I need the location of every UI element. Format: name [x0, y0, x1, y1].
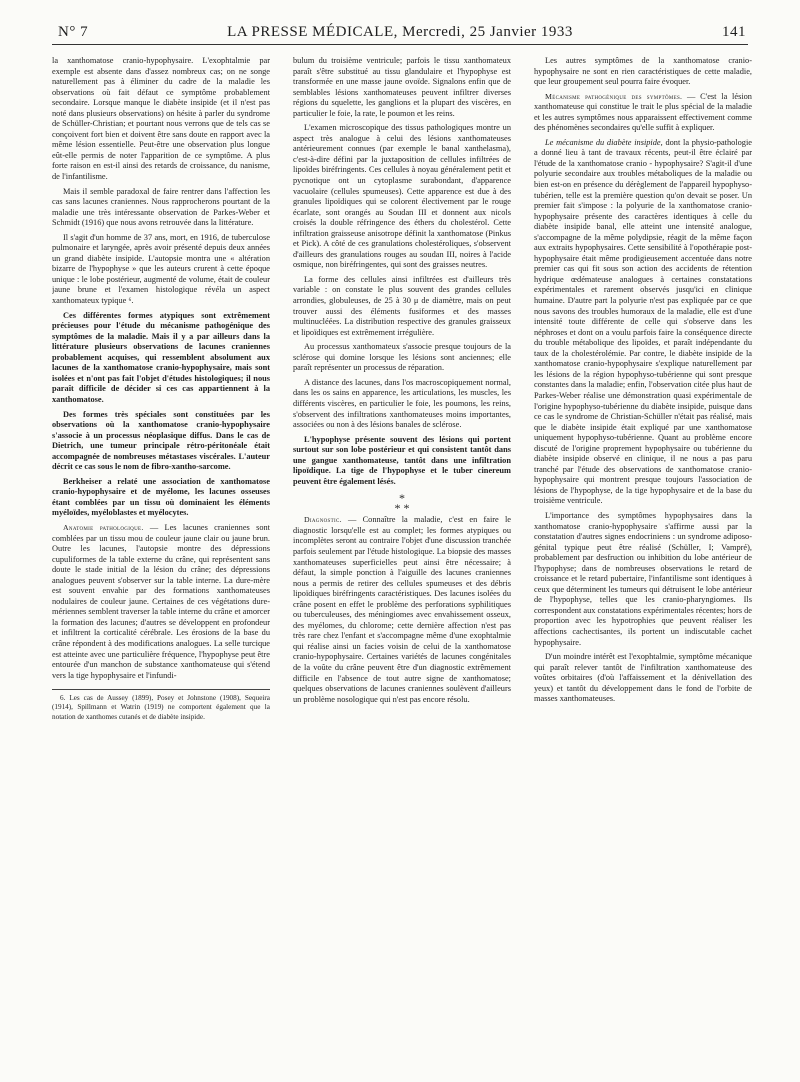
footnote [52, 689, 270, 722]
paragraph: A distance des lacunes, dans l'os macroscopiquement normal, dans les os sains en apparence, les articulations, les muscles, les différents viscères, en particulier le foie, les poumons, les reins, s'observent des infiltrations xanthomateuses moins importantes, associées ou non à des lésions banales de sclérose. [293, 377, 511, 430]
section-heading: Mécanisme pathogénique des symptômes. [545, 91, 683, 101]
section-text: — Connaître la maladie, c'est en faire le diagnostic lorsqu'elle est au complet; les formes atypiques ou incomplètes seront au contraire l'objet d'une discussion tranchée parfois seulement par l'étude histologique. La biopsie des masses xanthomateuses superficielles peut ainsi être nécessaire; à défaut, la simple ponction à l'aiguille des lacunes craniennes nous a permis de retirer des cellules spumeuses et des débris lipoïdiques biréfringents caractéristiques. Des lacunes isolées du crâne posent en effet le problème des perforations syphilitiques ou tuberculeuses, des méningiomes avec envahissement osseux, des myélomes, du chlorome; cette dernière affection n'est pas très rare chez l'enfant et s'accompagne même d'une exophtalmie qui réalise ainsi un facies voisin de celui de la xanthomatose cranio-hypophysaire. Certaines variétés de lacunes congénitales de la voûte du crâne peuvent être d'un diagnostic extrêmement difficile en l'absence de tout autre signe de xanthomatose; quelques observations de lacunes craniennes soulèvent d'ailleurs un problème nosologique qui n'est pas encore résolu. [293, 515, 511, 704]
paragraph: Les autres symptômes de la xanthomatose cranio-hypophysaire ne sont en rien caractéristiques de cette maladie, que leur groupement seul pourra faire évoquer. [534, 56, 752, 87]
paragraph: Des formes très spéciales sont constituées par les observations où la xanthomatose cranio-hypophysaire s'associe à un processus néoplasique diffus. Dans le cas de Dietrich, une tumeur principale rétro-péritonéale était accompagnée de nombreuses métastases viscérales. L'auteur décrit ce cas sous le nom de fibro-xantho-sarcome. [52, 409, 270, 472]
paragraph: Mais il semble paradoxal de faire rentrer dans l'affection les cas sans lacunes craniennes. Nous rapprocherons pourtant de la maladie une très intéressante observation de Parkes-Weber et Schmidt (1916) que nous avons retrouvée dans la littérature. [52, 186, 270, 228]
paragraph: La forme des cellules ainsi infiltrées est d'ailleurs très variable : on constate le plus souvent des grandes cellules arrondies, globuleuses, de 25 à 30 μ de diamètre, mais on peut trouver aussi des éléments fusiformes et des masses multinucléées. La distribution respective des granules graisseux et lipoïdiques est extrêmement irrégulière. [293, 274, 511, 337]
paragraph: bulum du troisième ventricule; parfois le tissu xanthomateux paraît s'être substitué au tissu glandulaire et l'hypophyse est transformée en une masse jaune ovoïde. Signalons enfin que de semblables lésions xanthomateuses peuvent infiltrer diverses régions du squelette, les ganglions et la plupart des viscères, en particulier le foie, la rate, le poumon et les reins. [293, 56, 511, 118]
paragraph: L'importance des symptômes hypophysaires dans la xanthomatose cranio-hypophysaire s'affirme aussi par la constatation d'autres signes endocriniens : un syndrome adiposo-génital typique peut être réalisé (Schüller, I; Vampré), probablement par desfruction ou inhibition du lobe antérieur de l'hypophyse; dans de nombreuses observations le retard de croissance et le retard pubertaire, l'infantilisme sont identiques à ceux que déterminent les tumeurs qui détruisent le lobe antérieur de l'hypophyse, telles que les cranio-pharyngiomes. Ils correspondent aux constatations expérimentales récentes; hors de proportion avec les hypotrophies que peuvent réaliser les affections cachectisantes, ils portent un indiscutable cachet hypophysaire. [534, 510, 752, 647]
section-anatomie [52, 523, 270, 681]
section-separator [293, 491, 511, 516]
article-columns [52, 56, 752, 1066]
column-2 [293, 56, 511, 1066]
page-header [52, 22, 748, 45]
column-3 [534, 56, 752, 1066]
lead-phrase: Le mécanisme du diabète insipide, [545, 137, 663, 147]
section-text: — C'est la lésion xanthomateuse qui constitue le trait le plus spécial de la maladie et les autres symptômes nous apparaissent effectivement comme des phénomènes secondaires qu'elle suffit à expliquer. [534, 91, 752, 133]
paragraph [534, 138, 752, 507]
paragraph-text: dont la physio-pathologie a donné lieu à tant de travaux récents, peut-il être éclairé par l'étude de la xanthomatose cranio - hypophysaire? S'agit-il d'une polyurie secondaire aux troubles métaboliques de la maladie ou bien est-on en présence du dérèglement de l'appareil hypophyso-tubérien, telle est la première question qu'on devait se poser. Un premier fait s'impose : la polyurie de la xanthomatose cranio-hypophysaire présente des caractères identiques à celle du diabète insipide banal, elle atteint une intensité analogue, s'accompagne de la même polydipsie, réagit de la même façon aux extraits hypophysaires. Cette sensibilité à l'opothérapie post-hypophysaire était même prodigieusement accentuée dans notre premier cas qui fit sous son action des accidents de rétention hydrique œdémateuse analogues à certaines constatations expérimentales et rarement observés jusqu'ici en clinique humaine. D'autre part la polyurie n'est pas expliquée par ce que nous savons des troubles humoraux de la maladie, elle est d'une intensité toute différente de celle qui s'observe dans les néphroses et dont on a voulu parfois faire la conséquence directe du trouble métabolique des lipoïdes, et paraît indépendante du taux de la cholestérolémie. Par contre, le diabète insipide de la xanthomatose cranio-hypophysaire s'explique naturellement par les lésions de la région hypophyso-tubérienne qui sont presque constantes dans la maladie; enfin, l'observation citée plus haut de Parkes-Weber réalise une démonstration quasi expérimentale de l'origine hypophyso-tubérienne du diabète insipide, puisque dans ce cas le syndrome de Christian-Schüller n'était pas réalisé, mais que le diabète insipide était expliqué par une xanthomatose uniquement hypophyso-tubérienne. Quant au problème encore discuté de l'origine proprement hypophysaire ou tubérienne du diabète insipide observé en clinique, il ne nous a pas paru tranché par l'étude des observations de xanthomatose cranio-hypophysaire qui montrent presque toujours l'association de lésions de l'hypophyse, de la tige hypophysaire et de la base du troisième ventricule. [534, 137, 752, 506]
section-diagnostic [293, 515, 511, 705]
paragraph: L'examen microscopique des tissus pathologiques montre un aspect très analogue à celui des lésions xanthomateuses antérieurement connues (par exemple le banal xanthelasma), c'est-à-dire défini par la juxtaposition de cellules infiltrées de lipoïdes biréfringents. Ces cellules à noyau généralement petit et pycnotique ont un cytoplasme surabondant, d'apparence vacuolaire (cellules spumeuses). Cette apparence est due à des granules lipoïdiques qui se colorent électivement par le rouge écarlate, sont orangés au Soudan III et donnent aux nicols croisés la double réfringence des éthers du cholestérol. Cette infiltration graisseuse anisotrope définit la xanthomatose (Pinkus et Pick). A côté de ces granulations cholestéroliques, s'observent d'ailleurs des granulations rouges au soudan III, noires à l'acide osmique, non biréfringentes, qui sont des graisses neutres. [293, 123, 511, 270]
journal-title: LA PRESSE MÉDICALE, Mercredi, 25 Janvier 1933 [227, 24, 573, 40]
paragraph: D'un moindre intérêt est l'exophtalmie, symptôme mécanique qui paraît relever tantôt de l'infiltration xanthomateuse des voûtes orbitaires (d'où l'affaissement et la dénivellation des yeux) et tantôt du développement dans le fond de l'orbite de masses xanthomateuses. [534, 652, 752, 704]
paragraph: Il s'agit d'un homme de 37 ans, mort, en 1916, de tuberculose pulmonaire et laryngée, après avoir présenté depuis deux années un grand diabète insipide. L'autopsie montra une « altération bizarre de l'hypophyse » que les auteurs crurent à cette époque unique : le lobe postérieur, augmenté de volume, était de couleur jaune brune et l'examen histologique révéla un aspect xanthomateux typique ⁶. [52, 232, 270, 306]
paragraph: Berkheiser a relaté une association de xanthomatose cranio-hypophysaire et de myélome, les lacunes osseuses étant comblées par un tissu où dominaient les éléments myéloïdes, myéloblastes et myélocytes. [52, 476, 270, 518]
issue-number: N° 7 [58, 24, 89, 40]
footnote-text: 6. Les cas de Aussey (1899), Posey et Johnstone (1908), Sequeira (1914), Spillmann et Watrin (1919) ne comportent également que la notation de xanthomes cutanés et de diabète insipide. [52, 694, 270, 721]
separator-stars: * * [394, 501, 410, 516]
paragraph: Au processus xanthomateux s'associe presque toujours de la sclérose qui domine lorsque les lésions sont anciennes; elle paraît représenter un processus de réparation. [293, 342, 511, 373]
section-heading: Diagnostic. [304, 515, 342, 525]
page-number: 141 [722, 24, 746, 40]
section-heading: Anatomie pathologique. [63, 522, 144, 532]
column-1 [52, 56, 270, 1066]
section-mecanisme [534, 92, 752, 134]
paragraph: L'hypophyse présente souvent des lésions qui portent surtout sur son lobe postérieur et qui consistent tantôt dans une gangue xanthomateuse, tantôt dans une infiltration lipoïdique. La tige de l'hypophyse et le tuber cinereum peuvent être également lésés. [293, 434, 511, 486]
separator-star: * [399, 491, 405, 506]
paragraph: Ces différentes formes atypiques sont extrêmement précieuses pour l'étude du mécanisme pathogénique des symptômes de la maladie. Mais il y a par ailleurs dans la littérature plusieurs observations de lacunes craniennes probablement acquises, qui ressemblent absolument aux lacunes de la xanthomatose cranio-hypophysaire, mais sont isolées et n'ont pas fait l'objet d'études histologiques; il nous paraît difficile de décider si ces cas appartiennent à la xanthomatose. [52, 310, 270, 404]
section-text: — Les lacunes craniennes sont comblées par un tissu mou de couleur jaune clair ou jaune brun. Outre les lacunes, l'autopsie montre des dépressions cupuliformes de la table externe du crâne, qui représentent sans doute le stade initial de la lésion du crâne; des dépressions analogues peuvent s'observer sur la table interne. La dure-mère est souvent envahie par des formations xanthomateuses nodulaires de couleur jaune. Certaines de ces végétations dure-mériennes semblent traverser la table interne du crâne et amorcer la formation des lacunes; d'autres se développent en profondeur et infiltrent la corticalité cérébrale. Les érosions de la base du crâne répondent à des modifications analogues. La selle turcique est atteinte avec une particulière fréquence, l'hypophyse peut être entourée d'un manchon de substance xanthomateuse qui s'étend vers la tige hypophysaire et l'infundi- [52, 522, 270, 680]
paragraph: la xanthomatose cranio-hypophysaire. L'exophtalmie par exemple est absente dans d'assez nombreux cas; on ne songe naturellement pas à éliminer du cadre de la maladie les observations où fait défaut ce symptôme probablement secondaire. Lorsque manque le diabète insipide (et il n'est pas noté dans plusieurs observations) on hésite à parler du syndrome de Schüller-Christian; et pourtant nous verrons que de tels cas se conçoivent fort bien et doivent être sans doute en rapport avec la même lésion essentielle. Peut-être une observation plus longue eût-elle permis de noter l'apparition de ce symptôme. A plus forte raison en est-il ainsi des retards de croissance, du nanisme, de l'infantilisme. [52, 56, 270, 182]
